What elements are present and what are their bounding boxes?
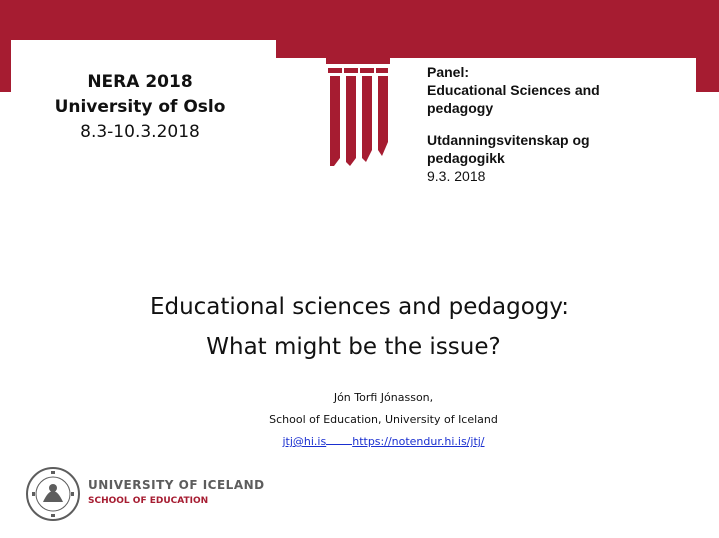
panel-date: 9.3. 2018 [427, 168, 486, 184]
conference-info [40, 70, 240, 145]
author-block [0, 387, 719, 453]
title-line-1: Educational sciences and pedagogy: [149, 294, 570, 320]
banner-right-tab [696, 0, 719, 92]
title-line-2: What might be the issue? [206, 334, 501, 360]
author-links [0, 431, 719, 453]
conference-name: NERA 2018 [87, 72, 193, 92]
panel-title-en: Educational Sciences and pedagogy [427, 82, 600, 116]
author-name: Jón Torfi Jónasson, [333, 391, 434, 404]
conference-host: University of Oslo [54, 97, 226, 117]
author-affiliation: School of Education, University of Iceland [269, 413, 498, 426]
banner-left-tab [0, 0, 11, 92]
school-name: SCHOOL OF EDUCATION [88, 496, 209, 506]
banner-center-band [276, 0, 696, 58]
university-seal-icon [25, 466, 81, 522]
pillars-logo-icon [326, 58, 390, 166]
university-name: UNIVERSITY OF ICELAND [88, 478, 265, 492]
panel-label: Panel: [427, 64, 470, 80]
slide-title [0, 287, 719, 367]
email-link[interactable]: jtj@hi.is [282, 435, 327, 448]
homepage-link[interactable]: https://notendur.hi.is/jtj/ [352, 435, 485, 448]
conference-dates: 8.3-10.3.2018 [80, 122, 200, 142]
panel-info [427, 63, 667, 185]
panel-title-no: Utdanningsvitenskap og pedagogikk [427, 132, 590, 166]
